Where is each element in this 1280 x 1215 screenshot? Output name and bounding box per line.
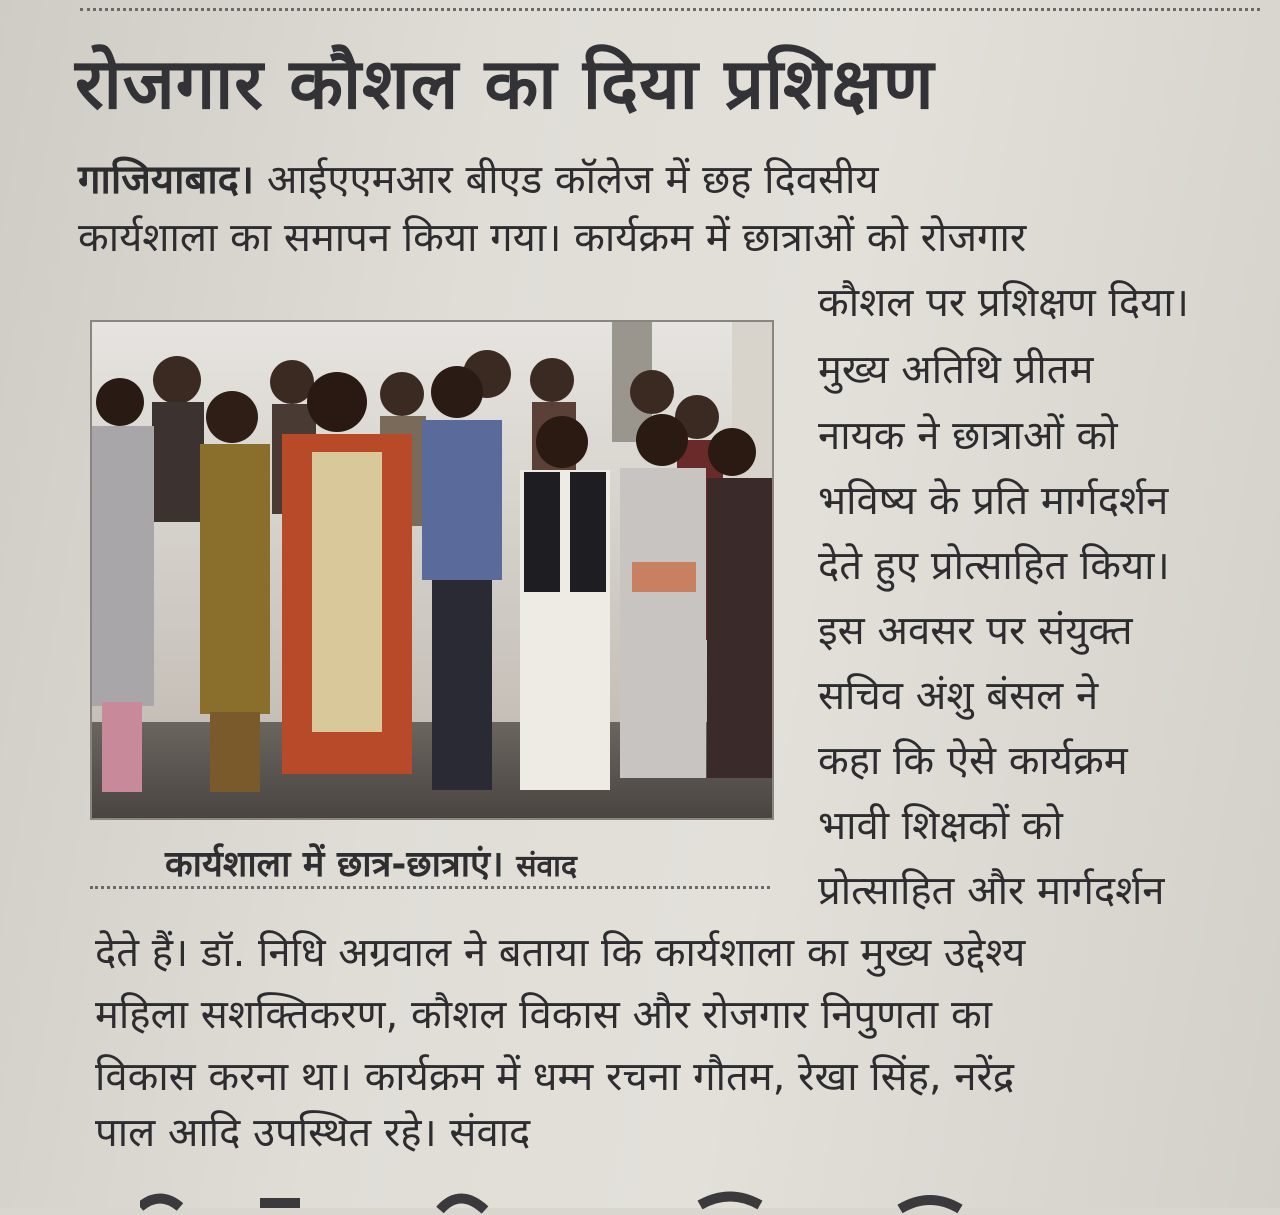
article-text-line: पाल आदि उपस्थित रहे। संवाद xyxy=(95,1110,531,1156)
article-dateline: गाजियाबाद। xyxy=(78,157,255,203)
article-text-line: मुख्य अतिथि प्रीतम xyxy=(818,347,1094,393)
article-first-line xyxy=(78,155,879,205)
article-text-line: महिला सशक्तिकरण, कौशल विकास और रोजगार निपुणता का xyxy=(95,992,993,1038)
article-text-line: विकास करना था। कार्यक्रम में धम्म रचना गौतम, रेखा सिंह, नरेंद्र xyxy=(95,1054,1015,1100)
article-text-line: नायक ने छात्राओं को xyxy=(818,413,1118,459)
top-dotted-rule xyxy=(80,8,1260,11)
cropped-next-headline xyxy=(140,1185,1040,1215)
caption-dotted-rule xyxy=(90,886,770,889)
article-text-line: देते हुए प्रोत्साहित किया। xyxy=(818,543,1170,589)
article-text-line: भविष्य के प्रति मार्गदर्शन xyxy=(818,478,1169,524)
caption-text: कार्यशाला में छात्र-छात्राएं। xyxy=(165,844,504,885)
photo-caption xyxy=(165,838,577,887)
article-text-line: प्रोत्साहित और मार्गदर्शन xyxy=(818,868,1165,914)
group-photo-illustration xyxy=(92,322,772,818)
article-text-line: कार्यशाला का समापन किया गया। कार्यक्रम में छात्राओं को रोजगार xyxy=(78,215,1027,261)
article-text-line: आईएएमआर बीएड कॉलेज में छह दिवसीय xyxy=(266,157,879,203)
article-text-line: भावी शिक्षकों को xyxy=(818,803,1063,849)
article-text-line: देते हैं। डॉ. निधि अग्रवाल ने बताया कि कार्यशाला का मुख्य उद्देश्य xyxy=(95,930,1026,976)
group-photo xyxy=(90,320,774,820)
article-text-line: कौशल पर प्रशिक्षण दिया। xyxy=(818,280,1189,326)
article-headline: रोजगार कौशल का दिया प्रशिक्षण xyxy=(75,43,935,125)
article-text-line: इस अवसर पर संयुक्त xyxy=(818,608,1133,654)
caption-credit: संवाद xyxy=(516,849,577,884)
article-text-line: कहा कि ऐसे कार्यक्रम xyxy=(818,738,1128,784)
article-text-line: सचिव अंशु बंसल ने xyxy=(818,673,1099,719)
